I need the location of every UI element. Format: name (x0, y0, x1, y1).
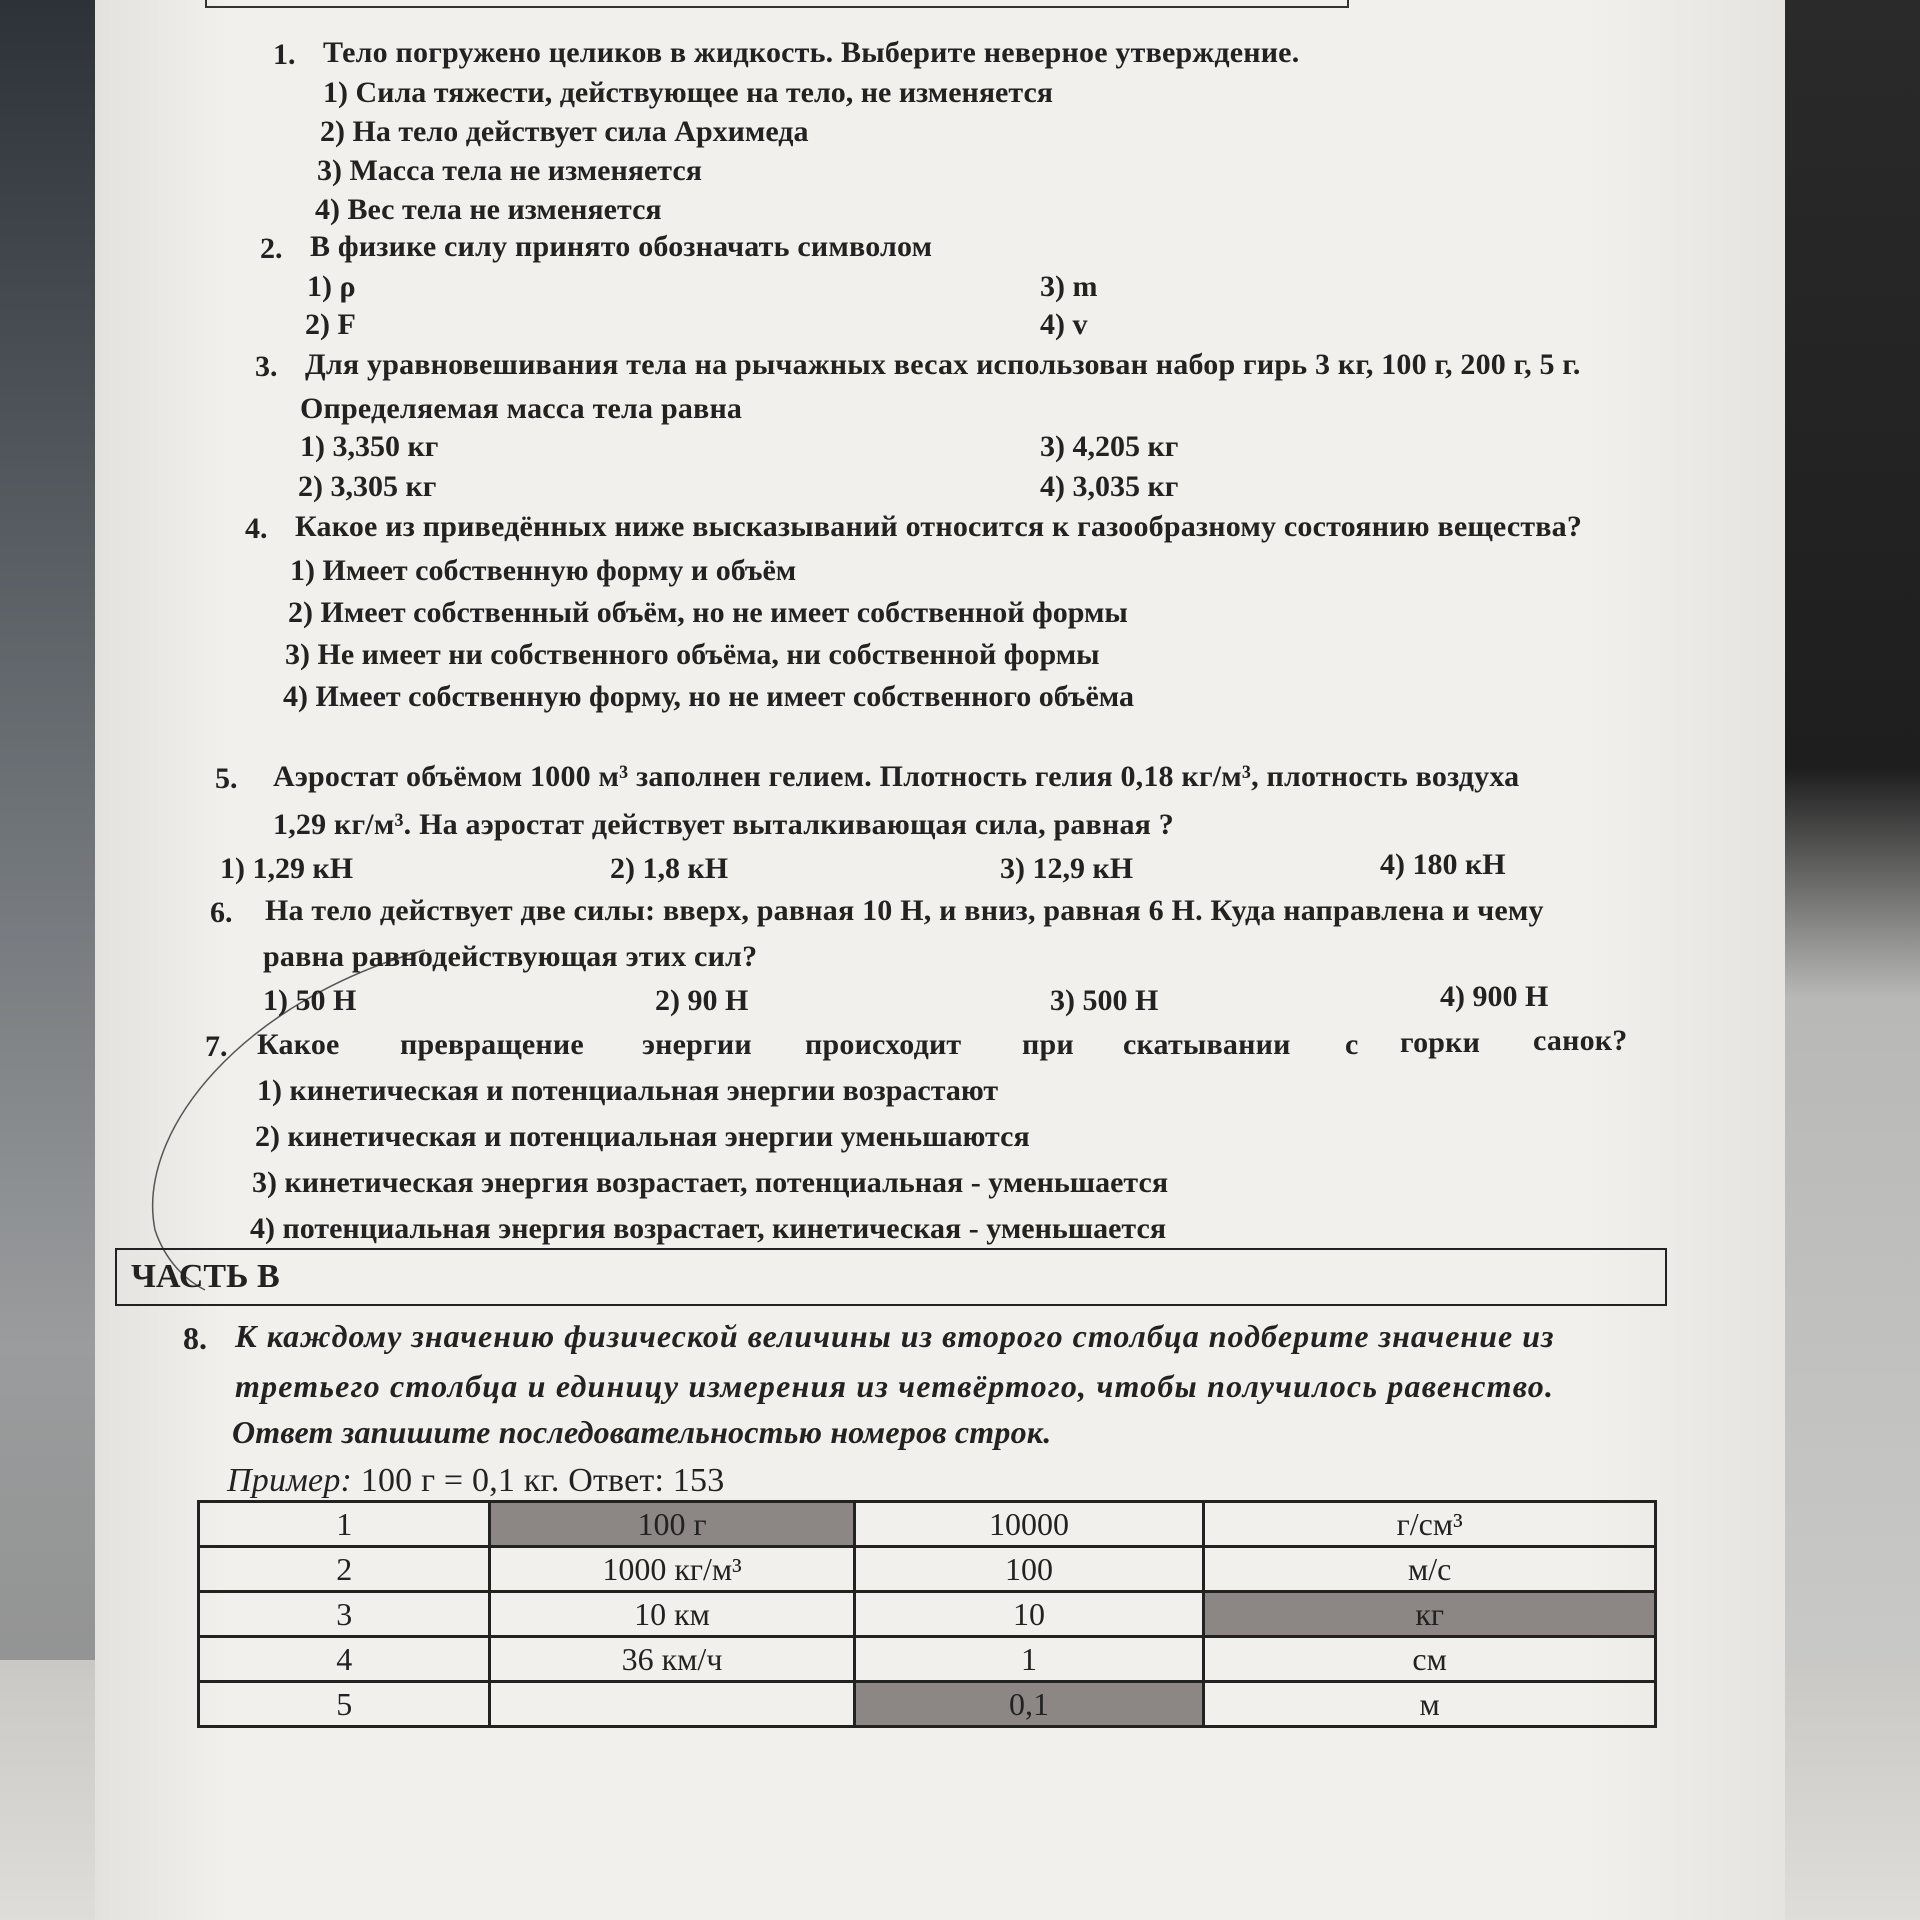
q8-line-3: Ответ запишите последовательностью номеров строк. (232, 1414, 1052, 1450)
q2-option-2: 2) F (305, 308, 356, 341)
question-8-number: 8. (183, 1320, 207, 1356)
q1-option-3: 3) Масса тела не изменяется (317, 154, 702, 187)
q4-option-1: 1) Имеет собственную форму и объём (290, 554, 797, 587)
table-cell: кг (1204, 1592, 1656, 1637)
question-6-number: 6. (210, 896, 233, 929)
table-cell: 2 (199, 1547, 490, 1592)
section-b-box (115, 1248, 1667, 1306)
table-cell: м/с (1204, 1547, 1656, 1592)
question-7-number: 7. (205, 1030, 228, 1063)
q4-option-4: 4) Имеет собственную форму, но не имеет собственного объёма (283, 680, 1135, 713)
q2-option-3: 3) m (1040, 270, 1098, 303)
q4-option-3: 3) Не имеет ни собственного объёма, ни собственной формы (285, 638, 1100, 671)
question-1-number: 1. (273, 38, 296, 71)
q3-option-3: 3) 4,205 кг (1040, 430, 1179, 463)
table-row (199, 1637, 1656, 1682)
q8-example-label: Пример: (227, 1462, 353, 1499)
q1-option-4: 4) Вес тела не изменяется (315, 193, 662, 226)
q7-word-8: горки (1400, 1026, 1481, 1059)
table-cell (490, 1682, 854, 1727)
q7-option-3: 3) кинетическая энергия возрастает, потенциальная - уменьшается (252, 1166, 1169, 1199)
question-5-number: 5. (215, 762, 238, 795)
question-6-text-cont: равна равнодействующая этих сил? (263, 940, 758, 973)
q6-option-3: 3) 500 Н (1050, 984, 1159, 1017)
matching-table (197, 1500, 1657, 1728)
table-cell: 10 км (490, 1592, 854, 1637)
section-b-title: ЧАСТЬ В (131, 1258, 280, 1295)
q5-option-2: 2) 1,8 кН (610, 852, 729, 885)
table-cell: 1 (199, 1502, 490, 1547)
q6-option-4: 4) 900 Н (1440, 980, 1549, 1013)
q8-line-2: третьего столбца и единицу измерения из четвёртого, чтобы получилось равенство. (235, 1368, 1555, 1404)
table-cell: 100 (854, 1547, 1204, 1592)
q7-word-4: происходит (805, 1028, 962, 1061)
q6-option-2: 2) 90 Н (655, 984, 749, 1017)
q7-word-3: энергии (642, 1028, 752, 1061)
q8-example-text: 100 г = 0,1 кг. Ответ: 153 (360, 1462, 725, 1499)
worksheet-page (95, 0, 1785, 1920)
q8-example (227, 1462, 724, 1500)
q7-option-1: 1) кинетическая и потенциальная энергии возрастают (257, 1074, 999, 1107)
table-cell: 36 км/ч (490, 1637, 854, 1682)
question-3-text: Для уравновешивания тела на рычажных весах использован набор гирь 3 кг, 100 г, 200 г, 5 г. (305, 348, 1581, 381)
question-1-text: Тело погружено целиков в жидкость. Выберите неверное утверждение. (323, 36, 1300, 69)
table-row (199, 1547, 1656, 1592)
table-cell: 1 (854, 1637, 1204, 1682)
q2-option-1: 1) ρ (307, 270, 356, 303)
table-row (199, 1502, 1656, 1547)
table-row (199, 1682, 1656, 1727)
q7-word-7: с (1345, 1028, 1359, 1061)
q2-option-4: 4) v (1040, 308, 1088, 341)
table-cell: г/см³ (1204, 1502, 1656, 1547)
q1-option-2: 2) На тело действует сила Архимеда (320, 115, 809, 148)
table-cell: 3 (199, 1592, 490, 1637)
q3-option-1: 1) 3,350 кг (300, 430, 439, 463)
question-2-number: 2. (260, 232, 283, 265)
table-cell: 4 (199, 1637, 490, 1682)
q1-option-1: 1) Сила тяжести, действующее на тело, не изменяется (323, 76, 1054, 109)
table-cell: м (1204, 1682, 1656, 1727)
q6-option-1: 1) 50 Н (263, 984, 357, 1017)
question-4-number: 4. (245, 512, 268, 545)
q7-option-2: 2) кинетическая и потенциальная энергии уменьшаются (255, 1120, 1030, 1153)
q8-line-1: К каждому значению физической величины из второго столбца подберите значение из (235, 1318, 1555, 1354)
q3-option-2: 2) 3,305 кг (298, 470, 437, 503)
table-cell: 0,1 (854, 1682, 1204, 1727)
table-cell: 10 (854, 1592, 1204, 1637)
table-cell: 10000 (854, 1502, 1204, 1547)
q7-word-1: Какое (257, 1028, 340, 1061)
question-3-text-cont: Определяемая масса тела равна (300, 392, 743, 425)
table-row (199, 1592, 1656, 1637)
question-5-text-cont: 1,29 кг/м³. На аэростат действует выталкивающая сила, равная ? (273, 808, 1174, 841)
q4-option-2: 2) Имеет собственный объём, но не имеет собственной формы (288, 596, 1128, 629)
question-6-text: На тело действует две силы: вверх, равная 10 Н, и вниз, равная 6 Н. Куда направлена и чему (265, 894, 1544, 927)
q7-word-9: санок? (1533, 1024, 1628, 1057)
q5-option-3: 3) 12,9 кН (1000, 852, 1134, 885)
question-2-text: В физике силу принято обозначать символом (310, 230, 933, 263)
q7-word-2: превращение (400, 1028, 584, 1061)
table-cell: 1000 кг/м³ (490, 1547, 854, 1592)
q7-option-4: 4) потенциальная энергия возрастает, кинетическая - уменьшается (250, 1212, 1167, 1245)
question-3-number: 3. (255, 350, 278, 383)
q7-word-6: скатывании (1123, 1028, 1291, 1061)
q7-word-5: при (1022, 1028, 1074, 1061)
table-cell: 100 г (490, 1502, 854, 1547)
question-5-text: Аэростат объёмом 1000 м³ заполнен гелием. Плотность гелия 0,18 кг/м³, плотность воздуха (273, 760, 1520, 793)
q5-option-4: 4) 180 кН (1380, 848, 1506, 881)
question-4-text: Какое из приведённых ниже высказываний относится к газообразному состоянию вещества? (295, 510, 1583, 543)
q5-option-1: 1) 1,29 кН (220, 852, 354, 885)
table-cell: 5 (199, 1682, 490, 1727)
table-cell: см (1204, 1637, 1656, 1682)
q3-option-4: 4) 3,035 кг (1040, 470, 1179, 503)
worksheet-content (95, 0, 1785, 1920)
